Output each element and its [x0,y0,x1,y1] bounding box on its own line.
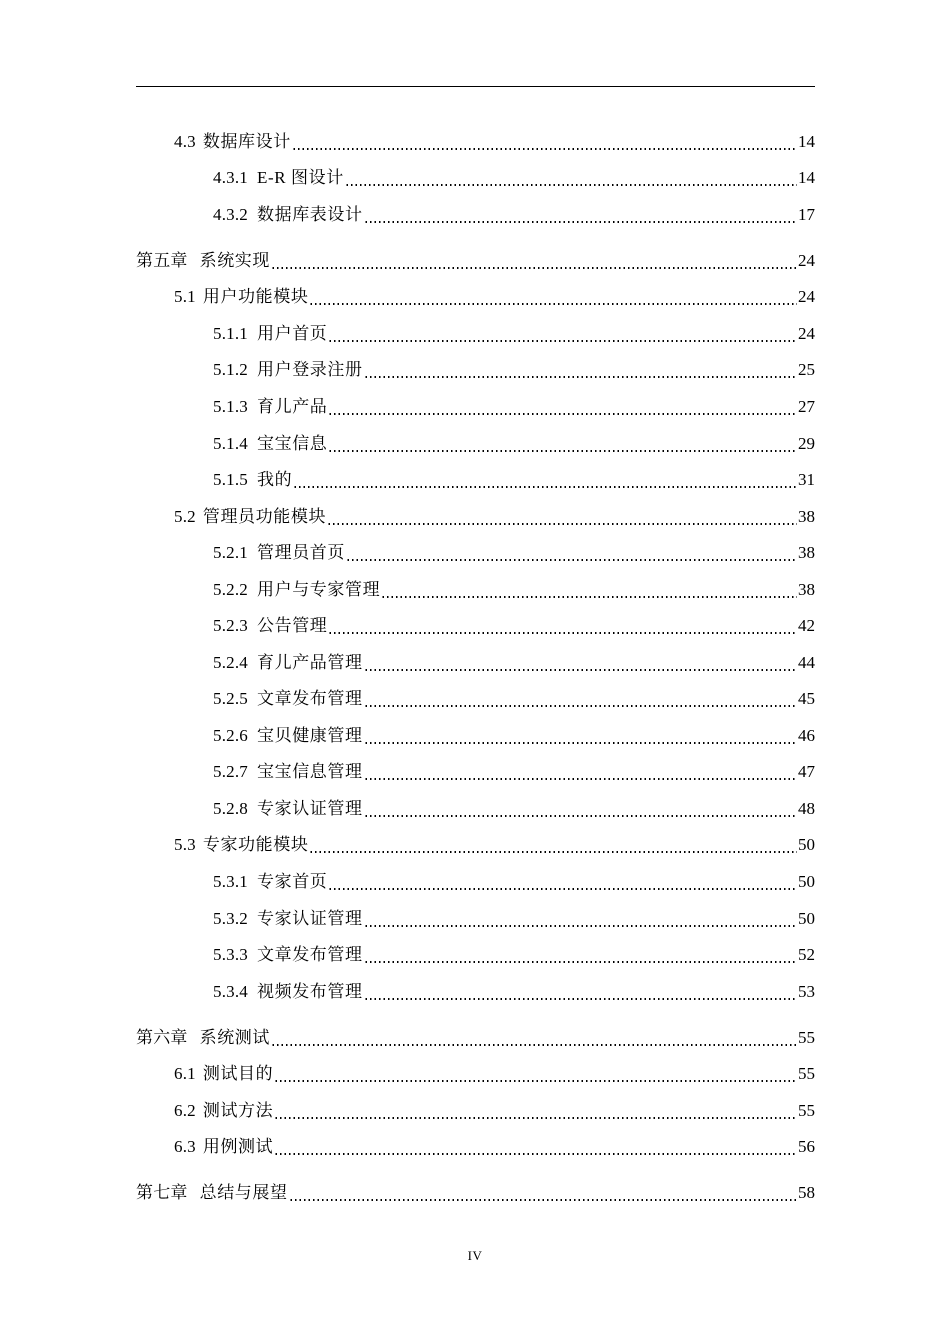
toc-entry[interactable] [136,1182,815,1204]
toc-entry-title: 测试方法 [202,1101,274,1120]
toc-entry-title: 专家功能模块 [202,835,309,854]
toc-entry-number: 4.3.1 [213,168,248,187]
toc-entry-number: 第六章 [136,1028,188,1047]
toc-dot-leader [364,688,797,710]
toc-entry-number: 5.3.4 [213,982,248,1001]
toc-dot-leader [274,1063,797,1085]
toc-dot-leader [364,359,797,381]
toc-dot-leader [381,579,797,601]
toc-entry-page-number: 50 [798,909,815,928]
toc-entry-number: 6.1 [174,1064,196,1083]
toc-entry-title: 系统实现 [199,251,271,270]
toc-entry-page-number: 55 [798,1101,815,1120]
toc-entry-page-number: 44 [798,653,815,672]
toc-entry-page-number: 52 [798,945,815,964]
toc-dot-leader [364,725,797,747]
toc-entry-title: 宝贝健康管理 [257,726,363,745]
toc-dot-leader [274,1100,797,1122]
toc-entry-title: 数据库设计 [202,132,291,151]
footer-page-number: IV [467,1248,483,1263]
toc-entry-number: 4.3.2 [213,205,248,224]
toc-entry-page-number: 56 [798,1137,815,1156]
toc-entry-number: 5.1 [174,287,196,306]
toc-entry-page-number: 14 [798,132,815,151]
toc-entry[interactable] [213,688,815,710]
toc-entry[interactable] [174,131,815,153]
toc-entry-number: 5.2.1 [213,543,248,562]
toc-entry-page-number: 38 [798,543,815,562]
toc-entry-page-number: 50 [798,872,815,891]
toc-entry[interactable] [174,286,815,308]
toc-entry[interactable] [136,1027,815,1049]
toc-dot-leader [328,615,797,637]
toc-entry-number: 5.2 [174,507,196,526]
toc-entry-title: 系统测试 [199,1028,271,1047]
toc-entry-number: 5.3.2 [213,909,248,928]
toc-dot-leader [309,286,797,308]
toc-entry[interactable] [174,1063,815,1085]
toc-entry-title: 专家认证管理 [257,799,363,818]
toc-dot-leader [364,981,797,1003]
toc-dot-leader [364,652,797,674]
toc-entry-number: 5.1.4 [213,434,248,453]
toc-entry-number: 第七章 [136,1183,188,1202]
toc-entry-number: 5.3.3 [213,945,248,964]
toc-entry[interactable] [213,433,815,455]
toc-entry-page-number: 55 [798,1028,815,1047]
toc-entry[interactable] [174,834,815,856]
toc-dot-leader [327,506,797,528]
toc-entry-number: 6.3 [174,1137,196,1156]
toc-entry-page-number: 24 [798,324,815,343]
toc-entry-page-number: 42 [798,616,815,635]
toc-entry-page-number: 24 [798,287,815,306]
toc-entry-title: 用例测试 [202,1137,274,1156]
toc-dot-leader [328,396,797,418]
toc-entry-page-number: 29 [798,434,815,453]
toc-dot-leader [345,167,797,189]
toc-entry[interactable] [213,323,815,345]
toc-entry-title: 用户功能模块 [202,287,309,306]
toc-entry-page-number: 58 [798,1183,815,1202]
toc-entry-title: 专家认证管理 [257,909,363,928]
toc-entry-page-number: 27 [798,397,815,416]
toc-entry-title: 育儿产品管理 [257,653,363,672]
toc-entry-page-number: 55 [798,1064,815,1083]
toc-entry-title: 宝宝信息 [257,434,328,453]
toc-entry-title: 用户登录注册 [257,360,363,379]
toc-dot-leader [292,131,797,153]
toc-entry[interactable] [213,871,815,893]
toc-entry-number: 5.2.6 [213,726,248,745]
toc-entry[interactable] [213,359,815,381]
toc-entry-page-number: 25 [798,360,815,379]
toc-entry-page-number: 38 [798,580,815,599]
toc-entry-title: 公告管理 [257,616,328,635]
toc-entry-title: 视频发布管理 [257,982,363,1001]
toc-entry-title: E-R 图设计 [257,168,344,187]
toc-entry-title: 总结与展望 [199,1183,288,1202]
toc-entry[interactable] [213,469,815,491]
toc-entry[interactable] [213,981,815,1003]
toc-dot-leader [364,944,797,966]
toc-entry[interactable] [213,798,815,820]
toc-entry-page-number: 46 [798,726,815,745]
toc-entry-number: 5.3.1 [213,872,248,891]
toc-dot-leader [271,250,797,272]
toc-dot-leader [309,834,797,856]
toc-entry[interactable] [174,506,815,528]
toc-entry-number: 4.3 [174,132,196,151]
toc-entry-page-number: 38 [798,507,815,526]
toc-dot-leader [328,871,797,893]
toc-entry-title: 用户首页 [257,324,328,343]
toc-entry-page-number: 50 [798,835,815,854]
toc-entry[interactable] [136,250,815,272]
toc-entry-page-number: 17 [798,205,815,224]
toc-dot-leader [289,1182,797,1204]
toc-dot-leader [328,323,797,345]
toc-entry-page-number: 45 [798,689,815,708]
toc-entry-number: 5.2.7 [213,762,248,781]
toc-entry[interactable] [174,1100,815,1122]
toc-entry-number: 5.2.3 [213,616,248,635]
toc-entry[interactable] [213,908,815,930]
toc-entry-title: 文章发布管理 [257,945,363,964]
toc-entry-page-number: 24 [798,251,815,270]
toc-entry-page-number: 14 [798,168,815,187]
toc-dot-leader [364,204,797,226]
toc-entry-title: 数据库表设计 [257,205,363,224]
toc-entry[interactable] [213,652,815,674]
toc-entry-title: 育儿产品 [257,397,328,416]
toc-entry[interactable] [213,542,815,564]
toc-entry-title: 管理员功能模块 [202,507,327,526]
toc-entry[interactable] [213,167,815,189]
toc-dot-leader [364,761,797,783]
toc-entry[interactable] [213,761,815,783]
toc-entry-number: 5.2.4 [213,653,248,672]
toc-entry-title: 专家首页 [257,872,328,891]
toc-entry-number: 5.2.5 [213,689,248,708]
toc-entry-number: 5.2.8 [213,799,248,818]
toc-dot-leader [346,542,797,564]
toc-entry-page-number: 31 [798,470,815,489]
toc-entry-page-number: 48 [798,799,815,818]
toc-entry-number: 5.1.1 [213,324,248,343]
toc-dot-leader [364,908,797,930]
toc-entry[interactable] [213,944,815,966]
toc-entry-number: 5.1.3 [213,397,248,416]
toc-entry-number: 5.1.5 [213,470,248,489]
toc-entry-title: 用户与专家管理 [257,580,381,599]
toc-entry[interactable] [213,579,815,601]
toc-entry[interactable] [213,725,815,747]
toc-entry[interactable] [174,1136,815,1158]
toc-entry-number: 第五章 [136,251,188,270]
toc-entry-page-number: 47 [798,762,815,781]
toc-entry-page-number: 53 [798,982,815,1001]
toc-entry-title: 管理员首页 [257,543,345,562]
toc-dot-leader [274,1136,797,1158]
toc-entry[interactable] [213,615,815,637]
toc-entry-number: 5.2.2 [213,580,248,599]
toc-entry-title: 我的 [257,470,293,489]
toc-dot-leader [364,798,797,820]
toc-dot-leader [293,469,797,491]
toc-entry[interactable] [213,396,815,418]
toc-entry-title: 文章发布管理 [257,689,363,708]
toc-entry[interactable] [213,204,815,226]
toc-entry-number: 5.1.2 [213,360,248,379]
toc-entry-title: 测试目的 [202,1064,274,1083]
toc-entry-title: 宝宝信息管理 [257,762,363,781]
toc-entry-number: 6.2 [174,1101,196,1120]
toc-entry-number: 5.3 [174,835,196,854]
toc-dot-leader [271,1027,797,1049]
toc-dot-leader [328,433,797,455]
